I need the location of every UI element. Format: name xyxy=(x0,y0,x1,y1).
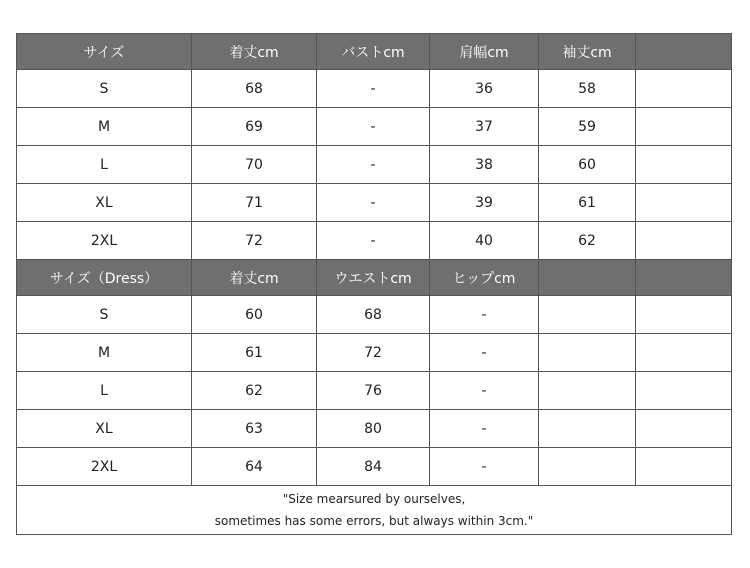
note-line2: sometimes has some errors, but always within 3cm." xyxy=(214,514,534,528)
header-cell: 着丈cm xyxy=(192,260,317,296)
table-cell: 2XL xyxy=(17,222,192,260)
table-cell: - xyxy=(317,222,430,260)
table-cell xyxy=(539,334,636,372)
table-cell xyxy=(636,334,732,372)
table-cell: 72 xyxy=(192,222,317,260)
table-cell: M xyxy=(17,334,192,372)
table-cell xyxy=(539,410,636,448)
table-cell: L xyxy=(17,146,192,184)
table-cell: - xyxy=(317,108,430,146)
table-cell: 61 xyxy=(539,184,636,222)
table-row xyxy=(17,222,732,260)
table-cell: 68 xyxy=(317,296,430,334)
table-row xyxy=(17,108,732,146)
table-row xyxy=(17,146,732,184)
table-cell xyxy=(636,108,732,146)
table-cell: 80 xyxy=(317,410,430,448)
table-cell: 72 xyxy=(317,334,430,372)
table-cell: 76 xyxy=(317,372,430,410)
table-cell: 68 xyxy=(192,70,317,108)
table-cell: - xyxy=(430,334,539,372)
table-cell: 39 xyxy=(430,184,539,222)
table-row xyxy=(17,70,732,108)
table-cell: - xyxy=(430,372,539,410)
table-cell: 62 xyxy=(192,372,317,410)
table-cell: L xyxy=(17,372,192,410)
table-cell xyxy=(636,410,732,448)
table-cell xyxy=(539,372,636,410)
table-cell: 62 xyxy=(539,222,636,260)
table-cell: 59 xyxy=(539,108,636,146)
table-cell: XL xyxy=(17,410,192,448)
table-cell: - xyxy=(430,448,539,486)
table-cell xyxy=(539,448,636,486)
table-cell: 58 xyxy=(539,70,636,108)
table-cell: 84 xyxy=(317,448,430,486)
table-cell xyxy=(636,448,732,486)
size-note xyxy=(17,486,732,535)
size-chart-table xyxy=(16,33,732,535)
header-cell: 肩幅cm xyxy=(430,34,539,70)
table-cell: 64 xyxy=(192,448,317,486)
table-cell: 60 xyxy=(192,296,317,334)
table-cell xyxy=(636,146,732,184)
table-cell xyxy=(636,372,732,410)
table-cell: - xyxy=(317,184,430,222)
table-cell: 40 xyxy=(430,222,539,260)
table-cell: - xyxy=(317,146,430,184)
table-row xyxy=(17,184,732,222)
table-cell: 70 xyxy=(192,146,317,184)
table-cell xyxy=(636,184,732,222)
header-cell: サイズ（Dress） xyxy=(17,260,192,296)
table-cell: - xyxy=(317,70,430,108)
table-row xyxy=(17,296,732,334)
header-cell xyxy=(636,260,732,296)
header-cell xyxy=(636,34,732,70)
table-cell: 63 xyxy=(192,410,317,448)
table-cell: XL xyxy=(17,184,192,222)
header-row xyxy=(17,34,732,70)
header-row xyxy=(17,260,732,296)
table-row xyxy=(17,334,732,372)
header-cell: 袖丈cm xyxy=(539,34,636,70)
table-cell: 37 xyxy=(430,108,539,146)
table-cell: - xyxy=(430,296,539,334)
table-cell: 61 xyxy=(192,334,317,372)
table-cell xyxy=(636,222,732,260)
note-line1: "Size mearsured by ourselves, xyxy=(282,492,466,506)
table-cell: 36 xyxy=(430,70,539,108)
header-cell: ウエストcm xyxy=(317,260,430,296)
table-cell xyxy=(636,70,732,108)
size-note-row xyxy=(17,486,732,535)
table-cell: 69 xyxy=(192,108,317,146)
table-cell: 60 xyxy=(539,146,636,184)
table-cell: S xyxy=(17,70,192,108)
table-cell xyxy=(539,296,636,334)
header-cell xyxy=(539,260,636,296)
header-cell: バストcm xyxy=(317,34,430,70)
table-cell: 71 xyxy=(192,184,317,222)
header-cell: ヒップcm xyxy=(430,260,539,296)
header-cell: サイズ xyxy=(17,34,192,70)
table-row xyxy=(17,448,732,486)
table-cell xyxy=(636,296,732,334)
table-cell: M xyxy=(17,108,192,146)
header-cell: 着丈cm xyxy=(192,34,317,70)
table-row xyxy=(17,372,732,410)
table-cell: 2XL xyxy=(17,448,192,486)
table-row xyxy=(17,410,732,448)
table-cell: S xyxy=(17,296,192,334)
table-cell: - xyxy=(430,410,539,448)
table-cell: 38 xyxy=(430,146,539,184)
